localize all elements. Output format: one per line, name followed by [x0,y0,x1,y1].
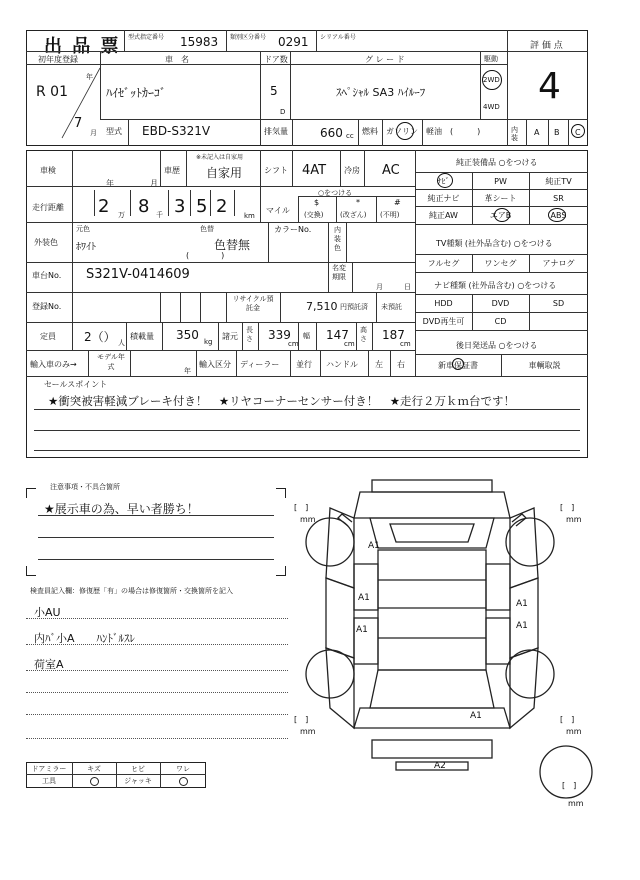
displacement-unit: cc [346,132,354,140]
displacement-value: 660 [320,126,343,140]
color-no-label: カラーNo. [274,225,312,234]
height-value: 187 [382,328,405,342]
bracket-fl: [ ] [294,503,309,512]
type-number-value: 15983 [180,35,219,49]
grade-value: ｽﾍﾟｼｬﾙ SA3 ﾊｲﾙｰﾌ [336,86,426,99]
car-damage-diagram [290,478,610,808]
navi-hdd: HDD [434,298,453,308]
history-label: 車歴 [164,166,180,175]
legend-tool-circle-icon [72,775,116,787]
navi-dvd: DVD [491,298,510,308]
shift-value: 4AT [302,163,327,178]
cd-label: CD [494,316,507,326]
year-unit: 年 [86,73,93,81]
orig-color-value: ﾎﾜｲﾄ [76,242,96,253]
legend-break: ワレ [176,764,190,773]
later-label: 後日発送品 ○をつける [456,341,538,350]
legend-scratch: キズ [87,764,101,773]
dollar-mark: $ [314,198,320,207]
fuel-light-oil: 軽油 [426,127,442,136]
history-value: 自家用 [206,166,243,180]
left-label: 左 [375,360,383,369]
drive-2wd: 2WD [483,76,500,84]
tv-oneseg: ワンセグ [484,258,517,268]
interior-label: 内装 [511,126,518,142]
history-note: ※未記入は自家用 [196,154,244,161]
equip-navi-circle [437,173,453,188]
inspector-line-1: 小AU [34,606,61,619]
equip-abs-circle [548,208,566,222]
damage-mark-5: A1 [516,621,528,631]
car-name-value: ﾊｲｾﾞｯﾄｶｰｺﾞ [106,86,167,100]
inspection-label: 車検 [40,166,56,175]
color-change-value: 色替無 [214,238,251,252]
load-unit: kg [204,338,213,346]
interior-c: C [575,128,581,137]
month-unit: 月 [90,129,97,137]
bracket-spare: [ ] [562,781,577,790]
doors-label: ドア数 [264,55,288,64]
model-year-label: モデル年式 [97,353,125,371]
damage-mark-4: A1 [356,625,368,635]
drive-4wd: 4WD [483,103,500,111]
doors-suffix: D [280,108,286,116]
navi-type-label: ナビ種類 (社外品含む) ○をつける [434,281,557,290]
interior-c-circle [571,124,585,138]
width-value: 147 [326,328,349,342]
equip-leather: 革シート [484,193,517,203]
reg-label: 登録No. [32,302,62,311]
grade-label: グ レ ー ド [365,55,405,64]
equip-sr: SR [553,193,564,203]
mileage-digit-1: 2 [98,196,110,217]
import-class-label: 輸入区分 [199,360,231,369]
tv-fullseg: フルセグ [427,258,460,268]
mileage-man: 万 [118,211,125,219]
equip-airbag: エアB [489,210,512,220]
grade-score-label: 評 価 点 [530,41,563,51]
notes-text: ★展示車の為、早い者勝ち！ [44,502,199,516]
height-unit: cm [400,340,411,348]
type-number-label: 型式指定番号 [128,34,165,41]
length-unit: cm [288,340,299,348]
length-value: 339 [268,328,291,342]
shift-label: シフト [264,166,288,175]
width-unit: cm [344,340,355,348]
color-change-paren: ( ) [186,251,225,260]
fuel-label: 燃料 [362,127,378,136]
fuel-gasoline: ガソリン [386,127,418,136]
navi-sd: SD [552,298,565,308]
model-year-unit: 年 [184,367,191,375]
chassis-label: 車台No. [32,271,62,280]
capacity-label: 定員 [40,332,56,341]
mile-label: マイル [266,206,290,215]
interior-color-label: 内装色 [334,226,341,252]
dvd-playback: DVD再生可 [422,316,465,326]
dims-label: 諸元 [222,332,238,341]
mileage-circle-note: ○をつける [318,189,353,197]
equip-navi: ﾅﾋﾞ [437,176,450,186]
first-reg-era: R 01 [36,84,68,100]
handle-label: ハンドル [326,360,358,369]
later-warranty: 新車保証書 [438,360,478,370]
ac-label: 冷房 [344,166,360,175]
grade-score-value: 4 [538,66,561,107]
recycle-unit: 円預託済 [340,303,368,311]
mileage-unit: km [244,212,255,220]
damage-mark-1: A1 [368,541,380,551]
load-value: 350 [176,328,199,342]
length-label: 長さ [246,326,253,343]
first-reg-month: 7 [74,116,83,131]
modified-label: (改ざん) [340,211,367,219]
ac-value: AC [382,163,400,178]
equip-abs: ABS [550,210,567,220]
height-label: 高さ [360,326,367,343]
width-label: 幅 [303,332,310,340]
recycle-none: 未預託 [381,303,402,311]
mileage-sen: 千 [156,211,163,219]
equip-genuine-navi: 純正ナビ [427,193,460,203]
class-number-value: 0291 [278,35,309,49]
equip-tv: 純正TV [545,176,572,186]
star-mark: * [356,198,360,207]
mileage-digit-3: 3 [174,196,186,217]
recycle-label: リサイクル預託金 [232,295,274,312]
later-manual: 車輌取説 [528,360,561,370]
notes-label: 注意事項・不具合箇所 [50,483,120,491]
color-change-label: 色替 [200,225,214,233]
damage-mark-2: A1 [358,593,370,603]
name-change-month: 月 [376,283,383,291]
mm-rr: mm [566,727,582,736]
drive-label: 駆動 [484,55,498,63]
first-reg-label: 初年度登録 [38,55,78,64]
bracket-rr: [ ] [560,715,575,724]
damage-mark-6: A1 [470,711,482,721]
mm-fl: mm [300,515,316,524]
genuine-label: 純正装備品 ○をつける [456,158,538,167]
inspector-label: 検査員記入欄：修復歴「有」の場合は修復箇所・交換箇所を記入 [30,587,233,595]
inspector-line-3: 荷室A [34,658,64,671]
sales-point-text: ★衝突被害軽減ブレーキ付き！ ★リヤコーナーセンサー付き！ ★走行２万ｋｍ台です！ [48,394,516,408]
capacity-unit: 人 [118,339,125,347]
tv-type-label: TV種類 (社外品含む) ○をつける [436,239,553,248]
equip-airbag-circle [494,208,510,222]
sheet-title: 出 品 票 [44,36,121,57]
damage-mark-7: A2 [434,761,446,771]
equip-pw: PW [494,176,507,186]
tv-analog: アナログ [542,258,575,268]
doors-value: 5 [270,84,278,98]
chassis-value: S321V-0414609 [86,267,190,282]
name-change-label: 名変期限 [332,264,346,281]
mm-fr: mm [566,515,582,524]
orig-color-label: 元色 [76,225,90,233]
interior-b: B [554,128,560,137]
inspection-month-unit: 月 [150,179,158,188]
dealer-label: ディーラー [240,360,280,369]
load-label: 積載量 [130,332,154,341]
recycle-value: 7,510 [306,300,338,313]
parallel-label: 並行 [296,360,312,369]
mileage-label: 走行距離 [32,203,64,212]
legend-jack-circle-icon [160,775,206,787]
bracket-fr: [ ] [560,503,575,512]
mm-rl: mm [300,727,316,736]
legend-jack: ジャッキ [124,777,152,785]
inspector-line-2: 内ﾊﾞ小A ﾊﾝﾄﾞﾙｽﾚ [34,632,136,645]
inspection-year-unit: 年 [106,179,114,188]
mm-spare: mm [568,799,584,808]
capacity-value: 2（） [84,330,116,344]
equip-aw: 純正AW [429,210,458,220]
legend-mirror: ドアミラー [31,764,67,773]
car-name-label: 車 名 [165,55,189,64]
model-label: 型式 [106,127,122,136]
mileage-digit-2: 8 [138,196,150,217]
fuel-paren: ( ) [450,127,481,136]
later-warranty-circle [452,358,464,370]
color-label: 外装色 [34,238,58,247]
legend-tool: 工具 [42,777,56,785]
mileage-digit-5: 2 [216,196,228,217]
legend-crack: ヒビ [131,764,145,773]
model-value: EBD-S321V [142,124,211,138]
bracket-rl: [ ] [294,715,309,724]
mileage-digit-4: 5 [196,196,208,217]
exchange-label: (交換) [304,211,324,219]
gasoline-circle [396,122,414,140]
interior-a: A [534,128,540,137]
serial-number-label: シリアル番号 [320,34,356,41]
import-label: 輸入車のみ→ [30,360,77,369]
sales-point-label: セールスポイント [44,380,108,389]
name-change-day: 日 [404,283,411,291]
unknown-label: (不明) [380,211,400,219]
hash-mark: # [394,198,401,207]
damage-mark-3: A1 [516,599,528,609]
class-number-label: 類別区分番号 [230,34,267,41]
right-label: 右 [397,360,405,369]
displacement-label: 排気量 [264,127,288,136]
